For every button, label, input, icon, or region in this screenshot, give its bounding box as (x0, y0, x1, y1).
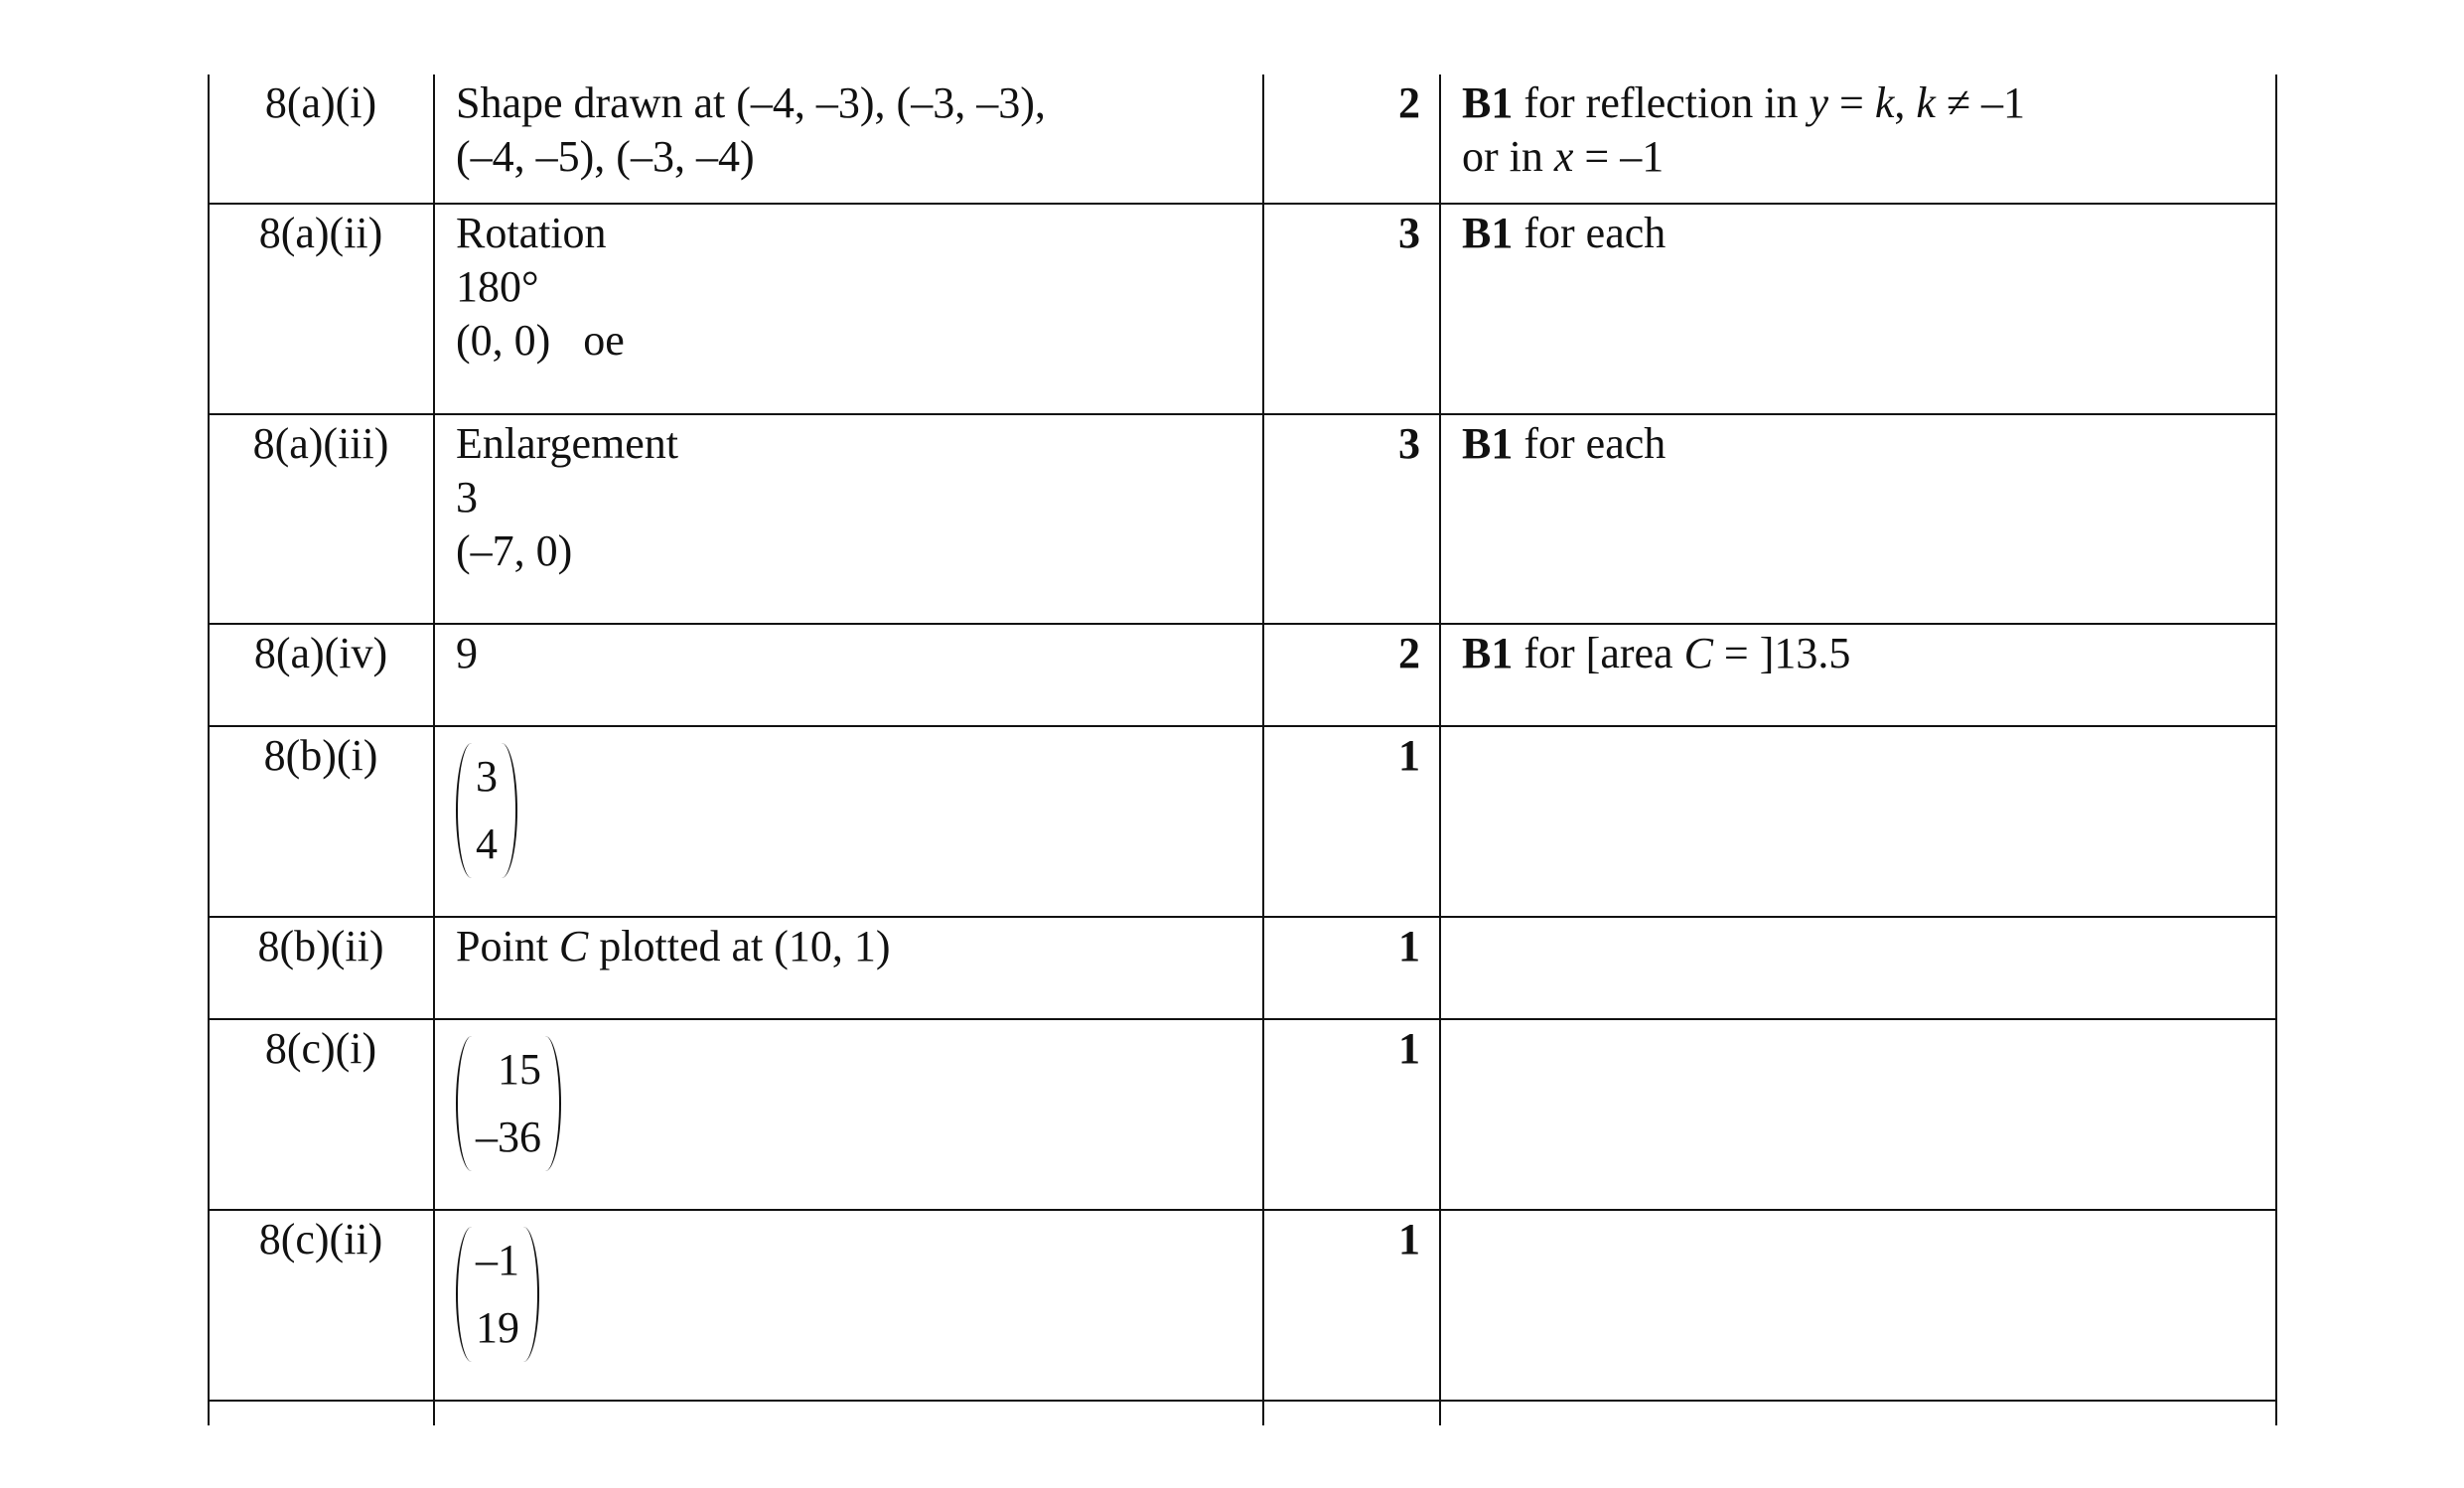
guidance-text: for reflection in (1513, 78, 1810, 127)
marks-cell: 3 (1398, 419, 1420, 468)
guidance-text: = (1828, 78, 1875, 127)
left-bracket (456, 1036, 472, 1171)
guidance-line (1462, 130, 2277, 184)
math-variable: k (1874, 78, 1895, 127)
question-number: 8(a)(iv) (253, 629, 388, 677)
math-variable: y (1809, 78, 1828, 127)
guidance-text: or in (1462, 132, 1554, 181)
guidance-line (1462, 627, 2277, 680)
guidance-text: for [area (1513, 629, 1684, 677)
answer-line: 180° (456, 262, 539, 311)
question-number: 8(b)(i) (263, 731, 378, 780)
guidance-cell (1440, 74, 2277, 184)
guidance-cell (1440, 1020, 2277, 1022)
mark-code: B1 (1462, 629, 1514, 677)
guidance-text: = ]13.5 (1712, 629, 1851, 677)
guidance-cell (1440, 1211, 2277, 1213)
guidance-text: for each (1513, 419, 1667, 468)
vector-top: 15 (498, 1045, 541, 1094)
answer-cell (434, 918, 1263, 973)
vector-values (472, 1036, 545, 1171)
mark-scheme-table (208, 74, 2277, 1425)
guidance-cell (1440, 918, 2277, 920)
answer-cell (434, 74, 1263, 184)
answer-cell (434, 1020, 1263, 1184)
math-variable: C (1683, 629, 1713, 677)
guidance-text: , (1894, 78, 1917, 127)
left-bracket (456, 1227, 472, 1362)
math-variable: k (1916, 78, 1936, 127)
guidance-line (1462, 76, 2277, 130)
answer-line: (0, 0) oe (456, 316, 625, 365)
guidance-text: ≠ –1 (1935, 78, 2026, 127)
vector-bottom: –36 (476, 1113, 541, 1161)
question-number: 8(a)(iii) (252, 419, 389, 468)
marks-cell: 3 (1398, 209, 1420, 257)
answer-cell (434, 205, 1263, 368)
vector-values (472, 1227, 523, 1362)
answer-line: Enlargement (456, 419, 678, 468)
vector-bottom: 4 (476, 819, 498, 868)
marks-cell: 1 (1398, 1215, 1420, 1264)
guidance-cell (1440, 727, 2277, 729)
guidance-line (1462, 417, 2277, 471)
answer-line: 3 (456, 473, 478, 521)
marks-cell: 1 (1398, 922, 1420, 970)
marks-cell: 1 (1398, 1024, 1420, 1073)
marks-cell: 2 (1398, 629, 1420, 677)
answer-line: (–4, –5), (–3, –4) (456, 132, 755, 181)
column-vector (456, 743, 517, 878)
guidance-cell (1440, 625, 2277, 680)
row-divider (208, 1400, 2277, 1402)
column-divider (2275, 74, 2277, 1425)
vector-values (472, 743, 502, 878)
math-variable: x (1553, 132, 1574, 181)
answer-line (456, 920, 1263, 973)
guidance-cell (1440, 415, 2277, 471)
vector-bottom: 19 (476, 1303, 519, 1352)
mark-code: B1 (1462, 78, 1514, 127)
mark-code: B1 (1462, 419, 1514, 468)
answer-cell (434, 625, 1263, 680)
marks-cell: 1 (1398, 731, 1420, 780)
answer-line: Rotation (456, 209, 607, 257)
answer-line: (–7, 0) (456, 526, 573, 575)
guidance-text: for each (1513, 209, 1667, 257)
mark-code: B1 (1462, 209, 1514, 257)
answer-line: 9 (456, 629, 478, 677)
math-variable: C (558, 922, 589, 970)
answer-text: Point (456, 922, 559, 970)
answer-cell (434, 1211, 1263, 1375)
vector-top: –1 (476, 1236, 519, 1284)
answer-text: plotted at (10, 1) (588, 922, 891, 970)
column-vector (456, 1227, 539, 1362)
question-number: 8(c)(ii) (258, 1215, 383, 1264)
question-number: 8(c)(i) (264, 1024, 377, 1073)
answer-cell (434, 415, 1263, 578)
question-number: 8(b)(ii) (257, 922, 384, 970)
right-bracket (523, 1227, 539, 1362)
right-bracket (545, 1036, 561, 1171)
question-number: 8(a)(i) (264, 78, 377, 127)
guidance-line (1462, 207, 2277, 260)
left-bracket (456, 743, 472, 878)
vector-top: 3 (476, 752, 498, 801)
question-number: 8(a)(ii) (258, 209, 383, 257)
column-vector (456, 1036, 561, 1171)
right-bracket (502, 743, 517, 878)
answer-line: Shape drawn at (–4, –3), (–3, –3), (456, 78, 1046, 127)
guidance-text: = –1 (1573, 132, 1665, 181)
answer-cell (434, 727, 1263, 891)
guidance-cell (1440, 205, 2277, 260)
marks-cell: 2 (1398, 78, 1420, 127)
